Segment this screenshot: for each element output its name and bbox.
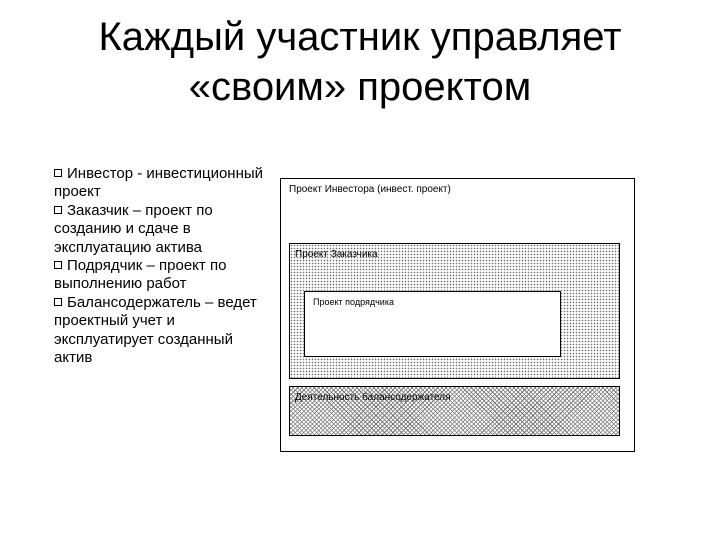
slide-title-line-1: Каждый участник управляет — [98, 15, 622, 59]
balance-holder-activity-box — [289, 386, 620, 436]
checkbox-square-icon — [54, 298, 62, 306]
bullet-text: Подрядчик – проект по выполнению работ — [54, 257, 227, 293]
customer-project-box — [289, 243, 620, 379]
investor-project-box — [280, 178, 635, 452]
bullet-item-investor — [54, 165, 264, 202]
checkbox-square-icon — [54, 261, 62, 269]
bullet-list — [54, 165, 264, 367]
bullet-text: Заказчик – проект по созданию и сдаче в эксплуатацию актива — [54, 201, 213, 256]
bullet-item-balance-holder — [54, 294, 264, 368]
contractor-project-box — [304, 291, 561, 357]
checkbox-square-icon — [54, 169, 62, 177]
contractor-project-label: Проект подрядчика — [313, 297, 394, 307]
bullet-item-contractor — [54, 257, 264, 294]
bullet-text: Инвестор - инвестиционный проект — [54, 165, 264, 201]
slide-title — [40, 12, 680, 112]
bullet-text: Балансодержатель – ведет проектный учет и эксплуатирует созданный актив — [54, 293, 257, 367]
investor-project-label: Проект Инвестора (инвест. проект) — [289, 184, 451, 195]
balance-holder-activity-label: Деятельность балансодержателя — [295, 392, 451, 403]
checkbox-square-icon — [54, 206, 62, 214]
customer-project-label: Проект Заказчика — [295, 249, 378, 260]
bullet-item-customer — [54, 202, 264, 257]
slide-title-line-2: «своим» проектом — [188, 65, 532, 109]
